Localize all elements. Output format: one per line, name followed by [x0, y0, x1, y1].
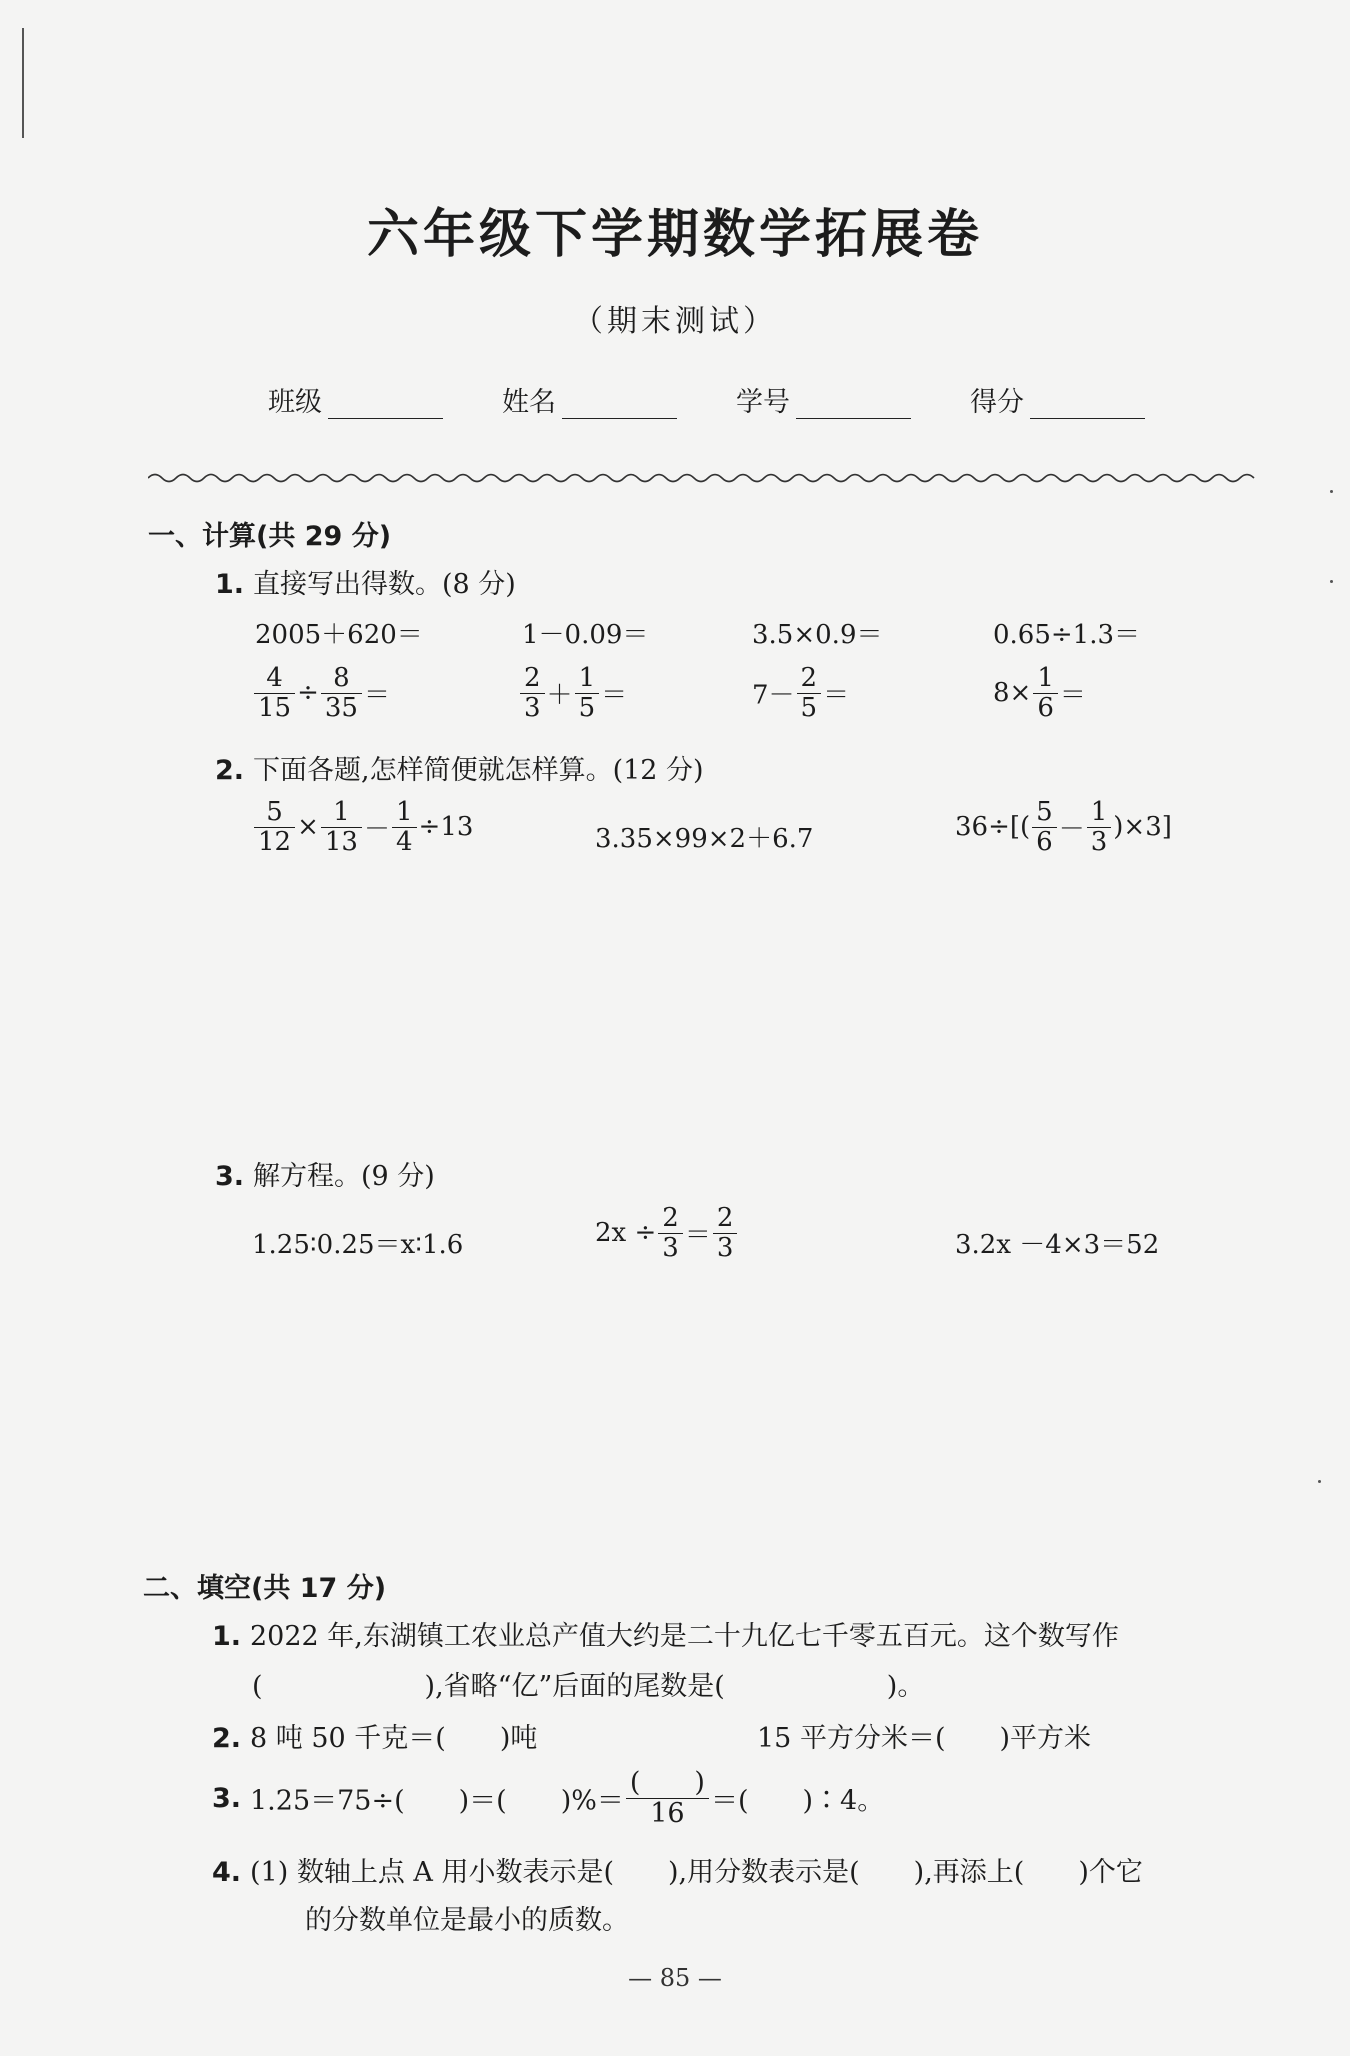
q2-1-line2: ( ),省略“亿”后面的尾数是( )。 [252, 1671, 925, 1702]
scan-speck [1318, 1480, 1321, 1483]
fraction: $\frac{1}{4}$ [392, 798, 417, 856]
section1-heading: 一、计算(共 29 分) [148, 521, 392, 552]
page-subtitle: （期末测试） [573, 304, 777, 339]
q2-2-number: 2. [212, 1723, 242, 1754]
q1-3 [215, 1154, 435, 1193]
student-id-blank[interactable] [796, 390, 911, 419]
score-blank[interactable] [1030, 390, 1145, 419]
q2-2-right: 15 平方分米＝( )平方米 [757, 1723, 1092, 1754]
student-id-field[interactable] [736, 380, 911, 419]
q1-2-number: 2. [215, 755, 245, 786]
simplify-expr-2: 3.35×99×2＋6.7 [595, 824, 814, 854]
page-number: — 85 — [628, 1964, 722, 1992]
name-blank[interactable] [562, 390, 677, 419]
oral-calc-2: 1－0.09＝ [522, 620, 649, 650]
scan-speck [1330, 580, 1333, 583]
score-field[interactable] [970, 380, 1145, 419]
oral-calc-7: 7－ $\frac{2}{5}$ ＝ [752, 663, 850, 723]
q1-2 [215, 748, 704, 787]
fraction: $\frac{5}{6}$ [1032, 798, 1057, 856]
fraction: $\frac{2}{3}$ [520, 664, 545, 722]
fraction: $\frac{8}{35}$ [321, 664, 362, 722]
q2-1-number: 1. [212, 1621, 242, 1652]
binding-margin-line [22, 28, 24, 138]
simplify-expr-1: $\frac{5}{12}$ × $\frac{1}{13}$ － $\frac{1}{4}$ ÷13 [252, 798, 473, 856]
fraction: $\frac{1}{13}$ [321, 798, 362, 856]
fraction: $\frac{2}{5}$ [797, 664, 822, 722]
fraction: $\frac{1}{3}$ [1087, 798, 1112, 856]
simplify-expr-3: 36÷[( $\frac{5}{6}$ － $\frac{1}{3}$ )×3] [955, 797, 1172, 857]
q2-4-number: 4. [212, 1857, 242, 1888]
q1-1-number: 1. [215, 569, 245, 600]
equation-1: 1.25∶0.25＝x∶1.6 [252, 1230, 464, 1260]
name-field[interactable] [502, 380, 677, 419]
q2-1-line1: 2022 年,东湖镇工农业总产值大约是二十九亿七千零五百元。这个数写作 [250, 1621, 1119, 1652]
q2-3-number: 3. [212, 1782, 242, 1814]
oral-calc-3: 3.5×0.9＝ [752, 620, 883, 650]
fraction: $\frac{2}{3}$ [658, 1204, 683, 1262]
q2-4 [212, 1850, 1143, 1889]
q2-4-line2: 的分数单位是最小的质数。 [305, 1905, 629, 1936]
oral-calc-6: $\frac{2}{3}$ ＋ $\frac{1}{5}$ ＝ [518, 664, 627, 722]
fraction: $\frac{4}{15}$ [254, 664, 295, 722]
equation-2: 2x ÷ $\frac{2}{3}$ ＝ $\frac{2}{3}$ [595, 1204, 739, 1262]
class-field[interactable] [268, 380, 443, 419]
equation-3: 3.2x －4×3＝52 [955, 1230, 1160, 1260]
name-label: 姓名 [502, 387, 556, 418]
oral-calc-4: 0.65÷1.3＝ [993, 620, 1141, 650]
q1-3-text: 解方程。(9 分) [253, 1161, 435, 1192]
oral-calc-1: 2005＋620＝ [255, 620, 423, 650]
score-label: 得分 [970, 387, 1024, 418]
page-title: 六年级下学期数学拓展卷 [366, 204, 983, 265]
oral-calc-5: $\frac{4}{15}$ ÷ $\frac{8}{35}$ ＝ [252, 664, 390, 722]
q2-2-left: 2. 8 吨 50 千克＝( )吨 [212, 1723, 538, 1754]
fraction: $\frac{2}{3}$ [713, 1204, 738, 1262]
fraction: $\frac{1}{5}$ [575, 664, 600, 722]
scan-speck [1330, 490, 1333, 493]
q1-1 [215, 562, 516, 601]
oral-calc-8: 8× $\frac{1}{6}$ ＝ [993, 663, 1086, 723]
q1-2-text: 下面各题,怎样简便就怎样算。(12 分) [253, 755, 704, 786]
q2-4-line1: (1) 数轴上点 A 用小数表示是( ),用分数表示是( ),再添上( )个它 [250, 1857, 1143, 1888]
student-id-label: 学号 [736, 387, 790, 418]
fraction: $\frac{( )}{16}$ [626, 1768, 709, 1828]
class-label: 班级 [268, 387, 322, 418]
q1-1-text: 直接写出得数。(8 分) [253, 569, 516, 600]
wavy-divider [148, 468, 1258, 488]
fraction: $\frac{5}{12}$ [254, 798, 295, 856]
q2-3: 3. 1.25＝75÷( )＝( )%＝ $\frac{( )}{16}$ ＝( )∶4。 [212, 1767, 885, 1829]
q2-1 [212, 1614, 1119, 1653]
section2-heading: 二、填空(共 17 分) [143, 1573, 387, 1604]
class-blank[interactable] [328, 390, 443, 419]
q1-3-number: 3. [215, 1161, 245, 1192]
fraction: $\frac{1}{6}$ [1033, 664, 1058, 722]
